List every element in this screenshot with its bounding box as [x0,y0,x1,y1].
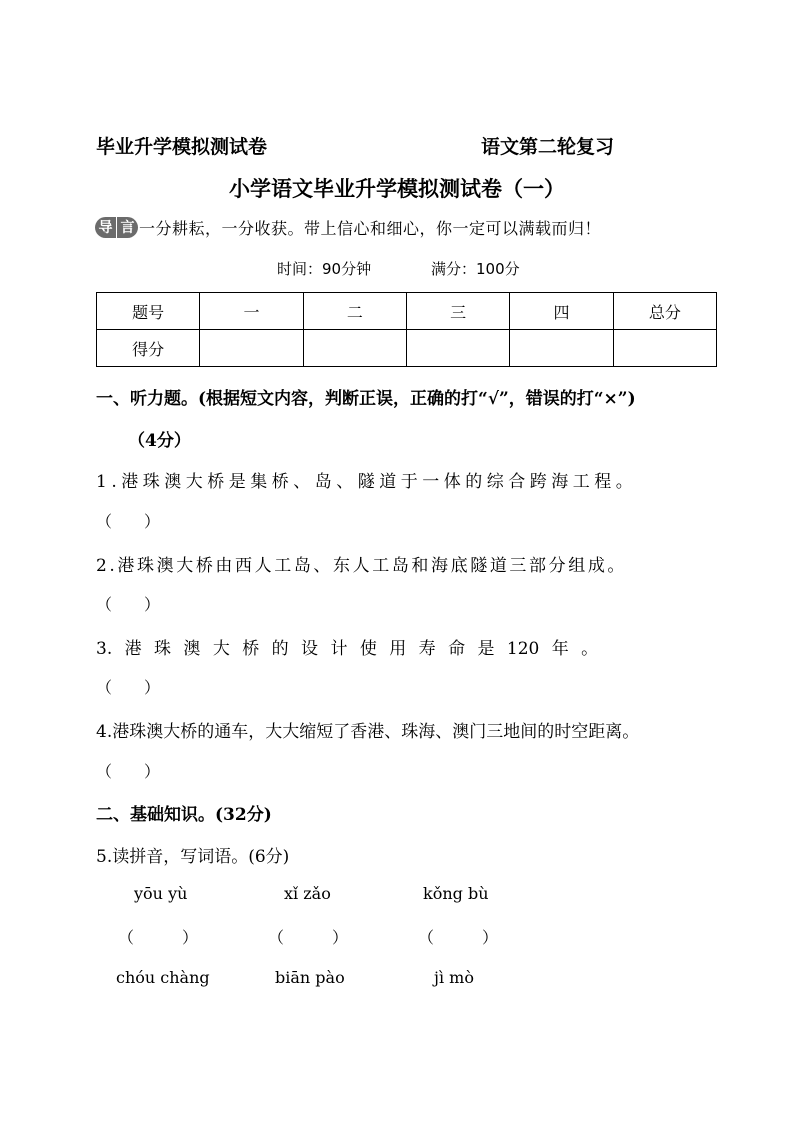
pinyin-item: kǒng bù [423,884,489,903]
score-table-header: 二 [303,293,406,330]
question-5-prompt: 5.读拼音，写词语。(6分) [96,847,290,867]
guide-text: 一分耕耘，一分收获。带上信心和细心，你一定可以满载而归！ [139,218,602,238]
score-table-header: 一 [200,293,303,330]
question-2: 2.港珠澳大桥由西人工岛、东人工岛和海底隧道三部分组成。 [96,556,628,576]
word-blank[interactable]: （ ） [118,928,199,947]
score-table-header: 三 [406,293,509,330]
score-table-header: 总分 [613,293,716,330]
score-cell[interactable] [510,330,613,367]
score-table [96,292,717,367]
score-table-header: 题号 [97,293,200,330]
exam-time: 时间：90分钟 [277,260,372,278]
question-1: 1.港珠澳大桥是集桥、岛、隧道于一体的综合跨海工程。 [96,472,638,492]
pinyin-item: xǐ zǎo [284,884,331,903]
header-left: 毕业升学模拟测试卷 [96,136,268,158]
answer-blank-4[interactable]: （ ） [96,762,161,781]
guide-line [95,213,601,241]
pinyin-item: jì mò [434,968,474,987]
score-cell[interactable] [200,330,303,367]
answer-blank-1[interactable]: （ ） [96,512,161,531]
section1-title: 一、听力题。(根据短文内容，判断正误，正确的打“√”，错误的打“×”) [96,389,636,409]
word-blank[interactable]: （ ） [268,928,349,947]
score-cell[interactable] [303,330,406,367]
question-3: 3. 港 珠 澳 大 桥 的 设 计 使 用 寿 命 是 120 年 。 [96,639,599,659]
page-title: 小学语文毕业升学模拟测试卷（一） [229,176,565,201]
score-cell[interactable] [613,330,716,367]
score-cell[interactable] [406,330,509,367]
section1-points: （4分） [128,431,191,451]
score-table-row-label: 得分 [97,330,200,367]
score-table-header: 四 [510,293,613,330]
guide-badge-char: 言 [117,217,138,238]
answer-blank-3[interactable]: （ ） [96,678,161,697]
section2-title: 二、基础知识。(32分) [96,805,272,825]
pinyin-item: chóu chàng [116,968,210,987]
guide-badge [95,217,138,238]
header-right: 语文第二轮复习 [481,136,615,158]
question-4: 4.港珠澳大桥的通车，大大缩短了香港、珠海、澳门三地间的时空距离。 [96,722,640,742]
answer-blank-2[interactable]: （ ） [96,595,161,614]
word-blank[interactable]: （ ） [418,928,499,947]
exam-full-score: 满分：100分 [431,260,520,278]
guide-badge-char: 导 [95,217,116,238]
score-table-header-row [97,293,717,330]
pinyin-item: biān pào [275,968,345,987]
score-table-score-row [97,330,717,367]
pinyin-item: yōu yù [134,884,188,903]
